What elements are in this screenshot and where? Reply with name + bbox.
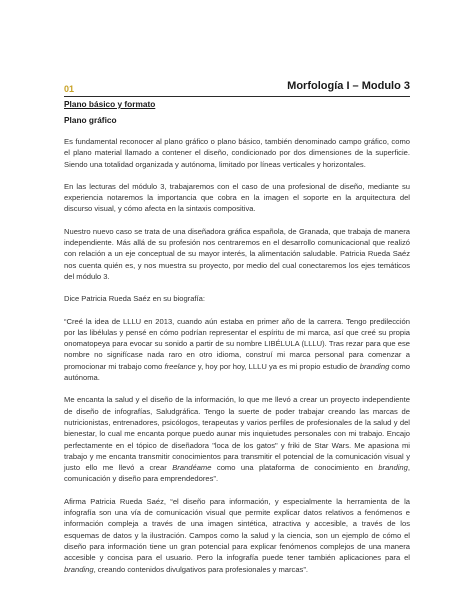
paragraph-7-text-a: Afirma Patricia Rueda Saéz, “el diseño para información, y especialmente la herramienta de la infografía son una vía de comunicación visual que permite explicar datos relativos a fenómenos e información compleja a través de una imagen sintética, atractiva y accesible, a través de los esquemas de datos y la ilustración. Campos como la salud y la ciencia, son un ejemplo de cómo el diseño para información tiene un gran potencial para explicar fenómenos complejos de una manera accesible y concisa para el usuario. Pero la infografía puede tener también aplicaciones para el [64,496,410,563]
paragraph-6-quote [64,394,410,484]
paragraph-1: Es fundamental reconocer al plano gráfico o plano básico, también denominado campo gráfico, como el plano material llamado a contener el diseño, condicionado por dos dimensiones de la superficie. Siendo una totalidad organizada y autónoma, limitado por líneas verticales y horizontales. [64,137,410,169]
paragraph-6-text-a: Me encanta la salud y el diseño de la información, lo que me llevó a crear un proyecto independiente de diseño de infografías, Saludgráfica. Tengo la suerte de poder trabajar creando las marcas de nutricionistas, entrenadores, psicólogos, terapeutas y varios perfiles de profesionales de la salud y del bienestar, lo cual me encanta porque puedo aunar mis inquietudes personales con mi trabajo. Encajo perfectamente en el tópico de diseñadora "loca de los gatos" y friki de Star Wars. Me apasiona mi trabajo y me encanta transmitir conocimientos para transmitir el potencial de la comunicación visual y justo ello me llevó a crear [64,395,410,473]
paragraph-6-text-b: como una plataforma de conocimiento en [211,463,379,473]
header-divider [64,96,410,97]
paragraph-3: Nuestro nuevo caso se trata de una diseñadora gráfica española, de Granada, que trabaja de manera independiente. Más allá de su profesión nos centraremos en el desarrollo comunicacional que realizó con relación a un eje conceptual de su mayor interés, la alimentación saludable. Patricia Rueda Saéz nos cuenta quién es, y nos muestra su proyecto, por medio del cual conectaremos los ejes temáticos del módulo 3. [64,226,410,281]
paragraph-5-text-a: “Creé la idea de LLLU en 2013, cuando aún estaba en primer año de la carrera. Tengo predilección por las libélulas y pensé en cómo podrían representar el espíritu de mi marca, así que creé su propia onomatopeya para evocar su sonido a partir de su nombre LIBÉLULA (LLLU). Tras rezar para que ese nombre no signifícase nada raro en otro idioma, construí mi marca personal para comenzar a promocionar mi trabajo como [64,316,410,371]
paragraph-5-emphasis-2: branding [359,361,390,371]
section-number: 01 [64,84,75,94]
paragraph-4: Dice Patricia Rueda Saéz en su biografía: [64,294,205,304]
document-body [64,99,410,575]
paragraph-7-quote [64,496,410,575]
paragraph-5-text-b: y, hoy por hoy, LLLU ya es mi propio estudio de [195,361,360,371]
paragraph-5-emphasis-1: freelance [164,361,196,371]
section-heading: Plano básico y formato [64,99,156,109]
section-subheading: Plano gráfico [64,115,117,125]
paragraph-6-text-c: , comunicación y diseño para emprendedores”. [64,463,410,484]
paragraph-5-quote [64,316,410,384]
document-title: Morfología I – Modulo 3 [287,80,410,92]
paragraph-7-emphasis-1: branding [64,564,94,574]
paragraph-5-text-c: como autónoma. [64,361,410,383]
paragraph-6-emphasis-1: Brandéame [172,463,212,473]
paragraph-2: En las lecturas del módulo 3, trabajaremos con el caso de una profesional de diseño, mediante su experiencia notaremos la importancia que cobra en la imagen el soporte en la arquitectura del discurso visual, y cómo afecta en la sintaxis compositiva. [64,181,410,214]
paragraph-6-emphasis-2: branding [378,463,408,473]
paragraph-7-text-b: , creando contenidos divulgativos para profesionales y marcas”. [93,564,308,574]
